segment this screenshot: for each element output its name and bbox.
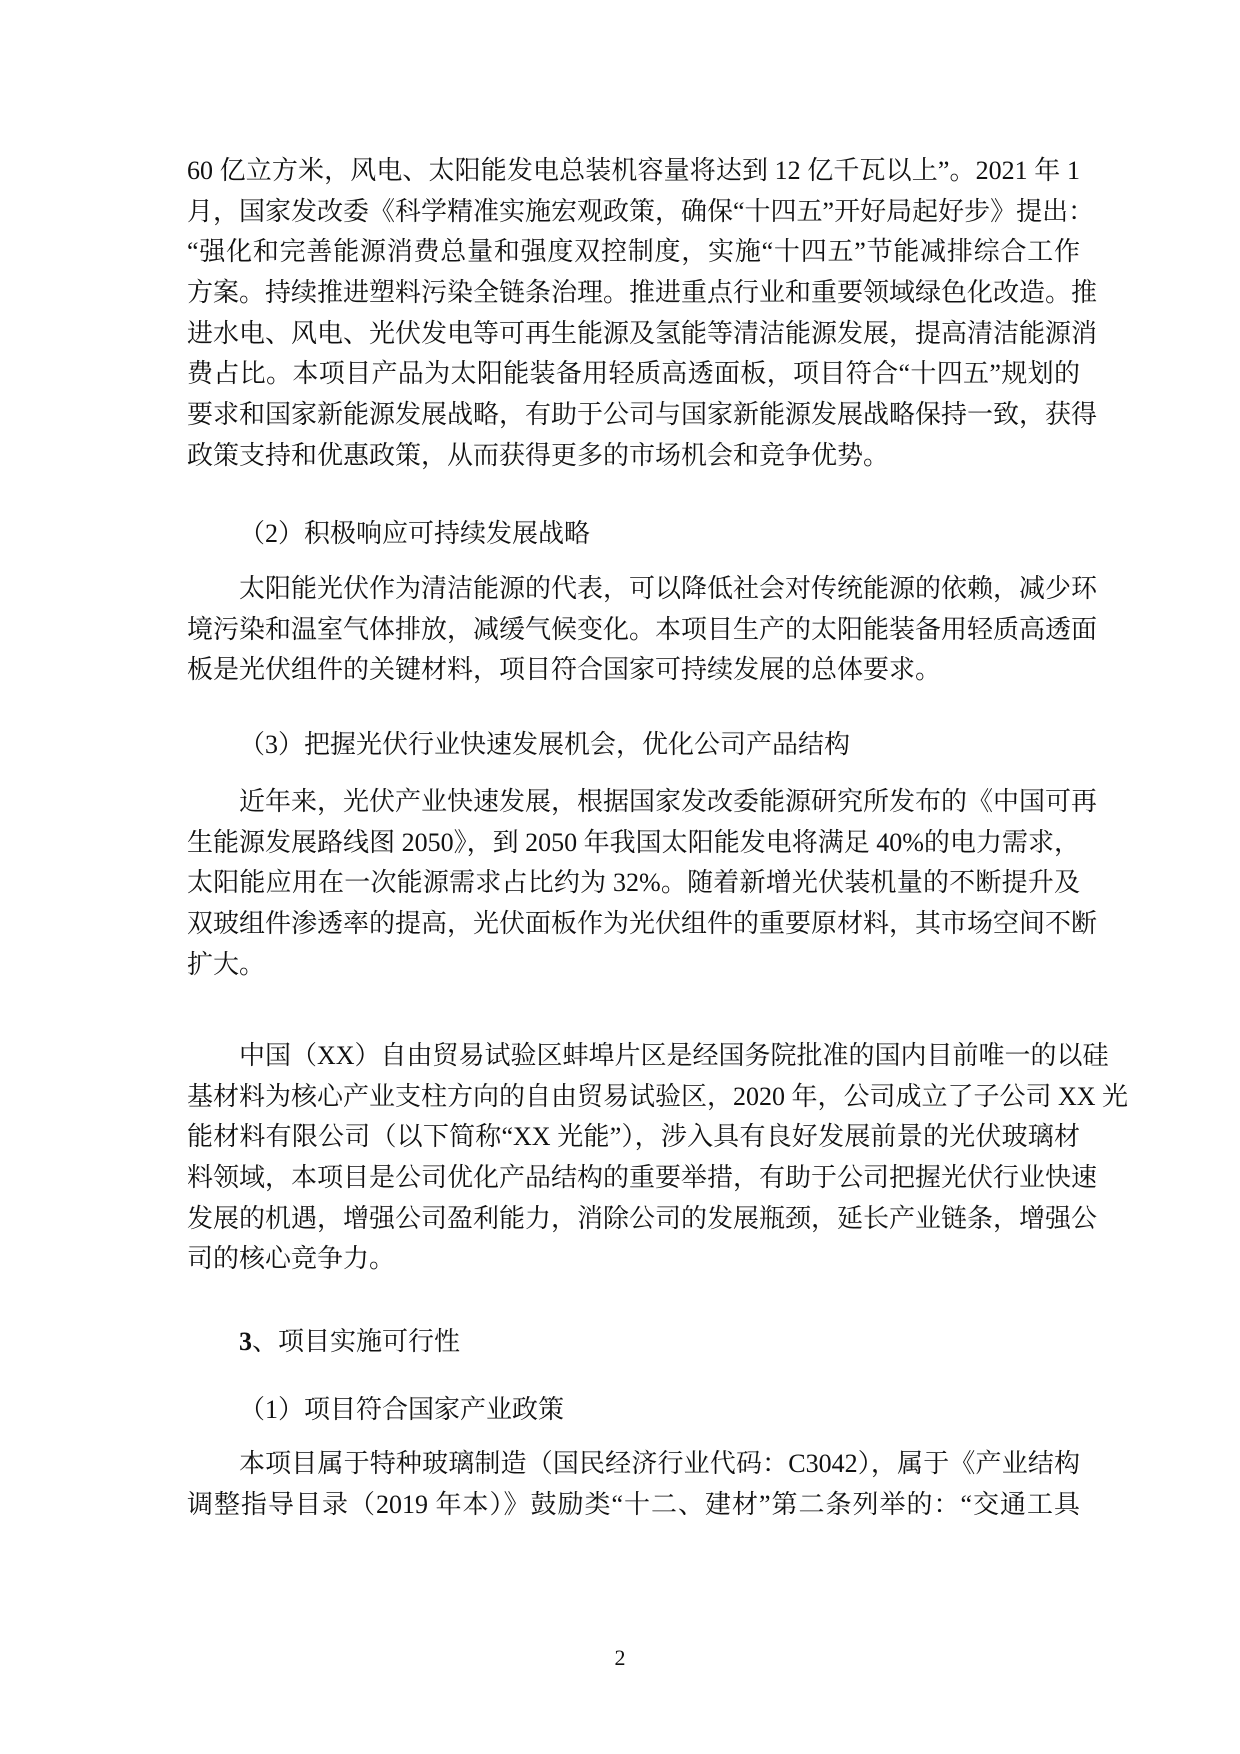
text-line: 费占比。本项目产品为太阳能装备用轻质高透面板，项目符合“十四五”规划的	[187, 359, 1080, 389]
text-line: 扩大。	[187, 949, 266, 979]
text-line: 发展的机遇，增强公司盈利能力，消除公司的发展瓶颈，延长产业链条，增强公	[187, 1203, 1098, 1233]
section-heading-feasibility	[239, 1322, 460, 1362]
text-line: 料领域，本项目是公司优化产品结构的重要举措，有助于公司把握光伏行业快速	[187, 1163, 1098, 1193]
text-line: 板是光伏组件的关键材料，项目符合国家可持续发展的总体要求。	[187, 655, 942, 685]
text-line: 方案。持续推进塑料污染全链条治理。推进重点行业和重要领域绿色化改造。推	[187, 278, 1098, 308]
text-line: 调整指导目录（2019 年本）》鼓励类“十二、建材”第二条列举的：“交通工具	[187, 1489, 1080, 1519]
heading-industrial-policy: （1）项目符合国家产业政策	[239, 1395, 565, 1424]
section-number: 3	[239, 1327, 252, 1356]
text-line: 近年来，光伏产业快速发展，根据国家发改委能源研究所发布的《中国可再	[239, 787, 1098, 816]
text-line: 太阳能应用在一次能源需求占比约为 32%。随着新增光伏装机量的不断提升及	[187, 868, 1080, 898]
paragraph-free-trade-zone	[187, 1036, 1129, 1280]
page-number: 2	[614, 1645, 626, 1670]
paragraph-sustainability	[187, 569, 1098, 691]
text-line: 太阳能光伏作为清洁能源的代表，可以降低社会对传统能源的依赖，减少环	[239, 574, 1098, 603]
text-line: 双玻组件渗透率的提高，光伏面板作为光伏组件的重要原材料，其市场空间不断	[187, 909, 1098, 939]
section-title: 、项目实施可行性	[252, 1327, 461, 1356]
text-line: 基材料为核心产业支柱方向的自由贸易试验区，2020 年，公司成立了子公司 XX 光	[187, 1081, 1129, 1111]
text-line: 进水电、风电、光伏发电等可再生能源及氢能等清洁能源发展，提高清洁能源消	[187, 318, 1098, 348]
paragraph-industry-code	[187, 1444, 1080, 1525]
text-line: 生能源发展路线图 2050》，到 2050 年我国太阳能发电将满足 40%的电力需求，	[187, 827, 1080, 857]
text-line: 月，国家发改委《科学精准实施宏观政策，确保“十四五”开好局起好步》提出：	[187, 196, 1095, 226]
text-line: 境污染和温室气体排放，减缓气候变化。本项目生产的太阳能装备用轻质高透面	[187, 614, 1098, 644]
paragraph-pv-growth	[187, 782, 1098, 985]
text-line: “强化和完善能源消费总量和强度双控制度，实施“十四五”节能减排综合工作	[187, 237, 1080, 267]
text-line: 中国（XX）自由贸易试验区蚌埠片区是经国务院批准的国内目前唯一的以硅	[239, 1041, 1109, 1070]
paragraph-policy	[187, 151, 1098, 477]
text-line: 本项目属于特种玻璃制造（国民经济行业代码：C3042），属于《产业结构	[239, 1449, 1080, 1478]
text-line: 要求和国家新能源发展战略，有助于公司与国家新能源发展战略保持一致，获得	[187, 400, 1098, 430]
text-line: 60 亿立方米，风电、太阳能发电总装机容量将达到 12 亿千瓦以上”。2021 年 1	[187, 156, 1080, 185]
text-line: 政策支持和优惠政策，从而获得更多的市场机会和竞争优势。	[187, 440, 890, 470]
text-line: 能材料有限公司（以下简称“XX 光能”），涉入具有良好发展前景的光伏玻璃材	[187, 1122, 1080, 1152]
heading-pv-opportunity: （3）把握光伏行业快速发展机会，优化公司产品结构	[239, 730, 851, 759]
text-line: 司的核心竞争力。	[187, 1244, 396, 1274]
heading-sustainable-development: （2）积极响应可持续发展战略	[239, 519, 591, 548]
